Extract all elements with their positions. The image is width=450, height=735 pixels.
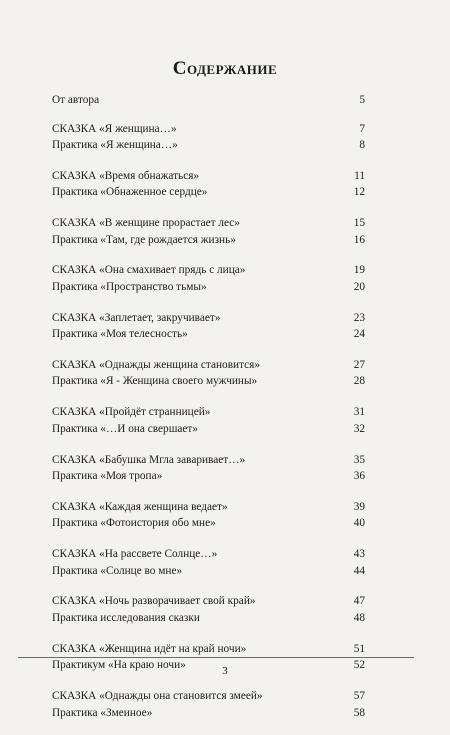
toc-entry-label: Практика «Там, где рождается жизнь» — [52, 233, 236, 246]
toc-entry-label: Практика «Пространство тьмы» — [52, 280, 207, 293]
toc-entry-page: 43 — [353, 548, 365, 561]
toc-entry-page: 16 — [353, 233, 365, 246]
toc-entry — [52, 262, 365, 279]
toc-entry — [52, 688, 365, 705]
toc-entry-label: СКАЗКА «Я женщина…» — [52, 122, 177, 135]
toc-entry-page: 27 — [353, 358, 365, 371]
toc-entry — [52, 404, 365, 421]
toc-entry — [52, 373, 365, 390]
toc-group — [52, 357, 365, 390]
toc-entry — [52, 610, 365, 627]
toc-entry-page: 28 — [353, 375, 365, 388]
toc-entry-label: СКАЗКА «Время обнажаться» — [52, 169, 200, 182]
toc-entry-page: 51 — [353, 642, 365, 655]
toc-entry — [52, 92, 365, 109]
toc-entry-label: Практика «Змеиное» — [52, 706, 153, 719]
toc-entry-label: Практикум «На краю ночи» — [52, 659, 186, 672]
toc-entry-page: 52 — [353, 659, 365, 672]
toc-entry-page: 20 — [353, 280, 365, 293]
toc-entry — [52, 184, 365, 201]
toc-entry-page: 44 — [353, 564, 365, 577]
toc-entry — [52, 421, 365, 438]
toc-entry-page: 7 — [359, 122, 365, 135]
toc-entry-label: Практика «Солнце во мне» — [52, 564, 183, 577]
toc-entry-label: Практика «Я - Женщина своего мужчины» — [52, 375, 258, 388]
toc-entry-label: Практика «Фотоистория обо мне» — [52, 517, 216, 530]
toc-entry-label: СКАЗКА «Однажды женщина становится» — [52, 358, 261, 371]
toc-entry — [52, 641, 365, 658]
toc-entry-label: Практика «Я женщина…» — [52, 139, 178, 151]
footer-rule — [18, 657, 414, 658]
toc-entry — [52, 215, 365, 232]
toc-group — [52, 310, 365, 343]
toc-entry-label: СКАЗКА «Женщина идёт на край ночи» — [52, 642, 247, 655]
toc-entry — [52, 168, 365, 185]
toc-group — [52, 688, 365, 721]
toc-entry — [52, 593, 365, 610]
toc-group — [52, 404, 365, 437]
toc-entry-page: 35 — [353, 453, 365, 466]
toc-entry-page: 36 — [353, 470, 365, 483]
toc-entry — [52, 310, 365, 327]
toc-entry-label: СКАЗКА «Она смахивает прядь с лица» — [52, 264, 246, 277]
table-of-contents — [52, 92, 365, 735]
toc-entry-label: Практика «Моя телесность» — [52, 328, 188, 341]
toc-entry-page: 40 — [353, 517, 365, 530]
toc-entry — [52, 452, 365, 469]
toc-entry — [52, 279, 365, 296]
toc-entry-page: 57 — [353, 690, 365, 703]
toc-entry-page: 31 — [353, 406, 365, 419]
toc-group-intro — [52, 92, 365, 109]
toc-entry-page: 58 — [353, 706, 365, 719]
toc-entry-page: 48 — [353, 611, 365, 624]
toc-entry-label: Практика «Моя тропа» — [52, 470, 163, 483]
toc-entry — [52, 546, 365, 563]
toc-group — [52, 121, 365, 154]
toc-entry — [52, 326, 365, 343]
toc-entry-label: Практика «…И она свершает» — [52, 422, 199, 435]
toc-entry-page: 47 — [353, 595, 365, 608]
toc-entry-label: СКАЗКА «Пройдёт странницей» — [52, 406, 211, 419]
toc-entry-page: 5 — [359, 94, 365, 106]
toc-entry-page: 24 — [353, 328, 365, 341]
toc-entry-label: СКАЗКА «Ночь разворачивает свой край» — [52, 595, 256, 608]
toc-entry-page: 39 — [353, 500, 365, 513]
toc-group — [52, 215, 365, 248]
toc-entry — [52, 515, 365, 532]
toc-entry-label: Практика «Обнаженное сердце» — [52, 186, 208, 199]
toc-entry-page: 15 — [353, 217, 365, 230]
toc-entry-page: 11 — [354, 169, 365, 182]
toc-entry — [52, 357, 365, 374]
toc-entry — [52, 499, 365, 516]
toc-entry-label: От автора — [52, 94, 100, 106]
toc-group — [52, 452, 365, 485]
toc-entry — [52, 705, 365, 722]
toc-entry-label: Практика исследования сказки — [52, 611, 200, 624]
toc-group — [52, 262, 365, 295]
toc-entry-page: 12 — [353, 186, 365, 199]
toc-entry-label: СКАЗКА «В женщине прорастает лес» — [52, 217, 240, 230]
toc-entry-label: СКАЗКА «Каждая женщина ведает» — [52, 500, 228, 513]
toc-entry — [52, 121, 365, 138]
toc-entry-page: 19 — [353, 264, 365, 277]
page-number: 3 — [222, 665, 228, 677]
toc-entry — [52, 563, 365, 580]
toc-entry — [52, 468, 365, 485]
toc-group — [52, 168, 365, 201]
toc-entry-label: СКАЗКА «Заплетает, закручивает» — [52, 311, 221, 324]
page-title: Содержание — [172, 58, 278, 79]
toc-entry-label: СКАЗКА «На рассвете Солнце…» — [52, 548, 218, 561]
toc-entry — [52, 137, 365, 154]
toc-group — [52, 546, 365, 579]
toc-group — [52, 499, 365, 532]
toc-entry-page: 23 — [353, 311, 365, 324]
toc-group — [52, 593, 365, 626]
toc-entry — [52, 232, 365, 249]
toc-entry-label: СКАЗКА «Однажды она становится змеей» — [52, 690, 263, 703]
toc-entry-label: СКАЗКА «Бабушка Мгла заваривает…» — [52, 453, 246, 466]
toc-entry-page: 32 — [353, 422, 365, 435]
toc-entry-page: 8 — [359, 139, 365, 151]
